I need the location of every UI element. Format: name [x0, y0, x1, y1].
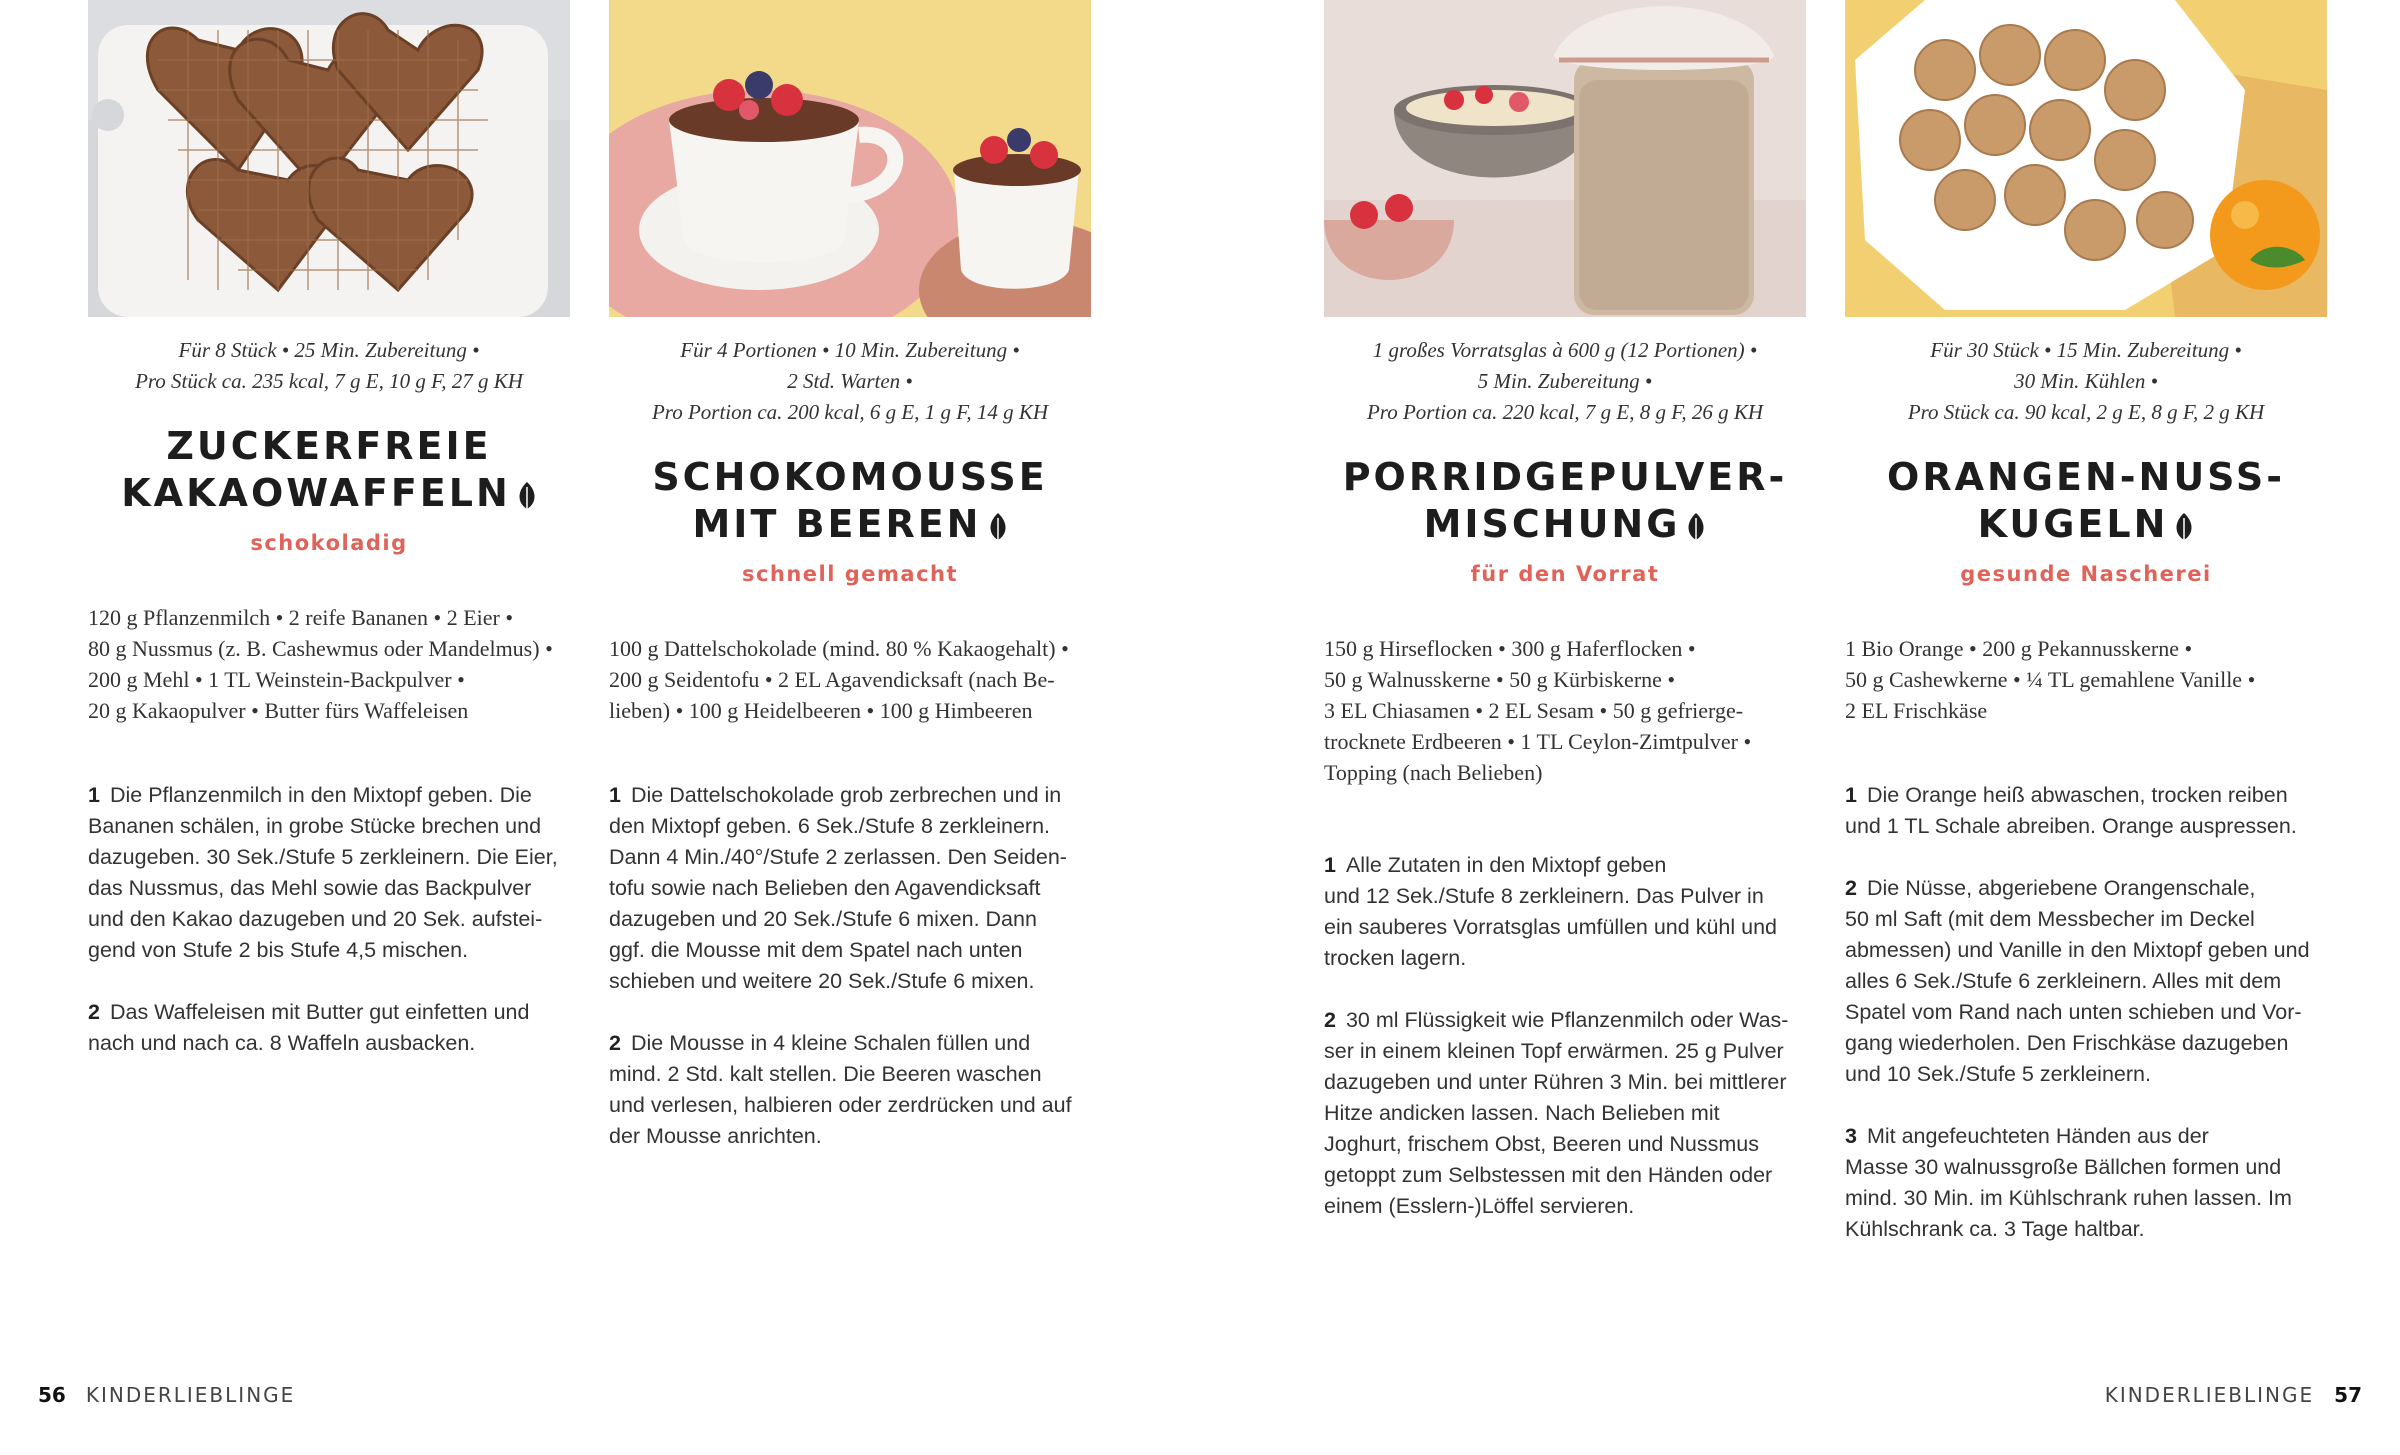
recipe-step: 1 Die Dattelschokolade grob zerbrechen und in den Mixtopf geben. 6 Sek./Stufe 8 zerkleinern. Dann 4 Min./40°/Stufe 2 zerlassen. Den Seiden- tofu sowie nach Belieben den Agavendicksaft dazugeben und 20 Sek./Stufe 6 mixen. Dann ggf. die Mousse mit dem Spatel nach unten schieben und weitere 20 Sek./Stufe 6 mixen.	[609, 783, 1067, 993]
page-number: 57	[2334, 1383, 2362, 1407]
recipe-step: 3 Mit angefeuchteten Händen aus der Masse 30 walnussgroße Bällchen formen und mind. 30 Min. im Kühlschrank ruhen lassen. Im Kühlschrank ca. 3 Tage haltbar.	[1845, 1124, 2292, 1241]
leaf-icon	[1686, 512, 1706, 542]
section-label: KINDERLIEBLINGE	[2104, 1383, 2315, 1407]
recipe-photo	[609, 0, 1091, 317]
recipe-photo	[1324, 0, 1806, 317]
recipe-title: SCHOKOMOUSSE MIT BEEREN	[652, 455, 1048, 546]
step-number: 2	[1845, 876, 1857, 900]
nut-balls-photo-illustration	[1845, 0, 2327, 317]
page-footer-left	[38, 1383, 295, 1407]
mousse-photo-illustration	[609, 0, 1091, 317]
recipe-title: ZUCKERFREIE KAKAOWAFFELN	[88, 423, 570, 517]
section-label: KINDERLIEBLINGE	[85, 1383, 296, 1407]
recipe-photo	[88, 0, 570, 317]
ingredient-list: 120 g Pflanzenmilch • 2 reife Bananen • 2 Eier • 80 g Nussmus (z. B. Cashewmus oder Mandelmus) • 200 g Mehl • 1 TL Weinstein-Backpulver • 20 g Kakaopulver • Butter fürs Waffeleisen	[88, 605, 553, 723]
step-number: 1	[609, 783, 621, 807]
recipe-card	[1845, 0, 2327, 1245]
recipe-card	[1324, 0, 1806, 1222]
recipe-photo	[1845, 0, 2327, 317]
step-number: 2	[1324, 1008, 1336, 1032]
recipe-title: ORANGEN-NUSS- KUGELN	[1887, 455, 2285, 546]
recipe-subtitle: schnell gemacht	[741, 562, 959, 586]
recipe-step: 1 Die Orange heiß abwaschen, trocken reiben und 1 TL Schale abreiben. Orange auspressen.	[1845, 783, 2297, 838]
recipe-subtitle: schokoladig	[250, 531, 408, 555]
recipe-step: 2 Die Nüsse, abgeriebene Orangenschale, 50 ml Saft (mit dem Messbecher im Deckel abmessen) und Vanille in den Mixtopf geben und alles 6 Sek./Stufe 6 zerkleinern. Alles mit dem Spatel vom Rand nach unten schieben und Vor- gang wiederholen. Den Frischkäse dazugeben und 10 Sek./Stufe 5 zerkleinern.	[1845, 876, 2310, 1086]
recipe-meta: 1 großes Vorratsglas à 600 g (12 Portionen) • 5 Min. Zubereitung • Pro Portion ca. 220 kcal, 7 g E, 8 g F, 26 g KH	[1366, 338, 1764, 424]
recipe-step: 1 Alle Zutaten in den Mixtopf geben und 12 Sek./Stufe 8 zerkleinern. Das Pulver in ein sauberes Vorratsglas umfüllen und kühl und trocken lagern.	[1324, 853, 1777, 970]
recipe-title: PORRIDGEPULVER- MISCHUNG	[1342, 455, 1788, 546]
recipe-card	[609, 0, 1091, 1152]
leaf-icon	[517, 481, 537, 511]
step-number: 1	[1845, 783, 1857, 807]
ingredient-list: 100 g Dattelschokolade (mind. 80 % Kakaogehalt) • 200 g Seidentofu • 2 EL Agavendicksaft (nach Be- lieben) • 100 g Heidelbeeren • 100 g Himbeeren	[609, 636, 1069, 723]
step-number: 1	[88, 783, 100, 807]
step-number: 2	[88, 1000, 100, 1024]
recipe-meta: Für 8 Stück • 25 Min. Zubereitung • Pro Stück ca. 235 kcal, 7 g E, 10 g F, 27 g KH	[135, 338, 523, 393]
page-footer-right	[2105, 1383, 2362, 1407]
leaf-icon	[988, 512, 1008, 542]
recipe-subtitle: für den Vorrat	[1470, 562, 1660, 586]
recipe-meta: Für 30 Stück • 15 Min. Zubereitung • 30 Min. Kühlen • Pro Stück ca. 90 kcal, 2 g E, 8 g F, 2 g KH	[1907, 338, 2265, 424]
step-number: 3	[1845, 1124, 1857, 1148]
ingredient-list: 150 g Hirseflocken • 300 g Haferflocken • 50 g Walnusskerne • 50 g Kürbiskerne • 3 EL Chiasamen • 2 EL Sesam • 50 g gefrierge- trocknete Erdbeeren • 1 TL Ceylon-Zimtpulver • Topping (nach Belieben)	[1324, 636, 1752, 785]
recipe-step: 1 Die Pflanzenmilch in den Mixtopf geben. Die Bananen schälen, in grobe Stücke brechen und dazugeben. 30 Sek./Stufe 5 zerkleinern. Die Eier, das Nussmus, das Mehl sowie das Backpulver und den Kakao dazugeben und 20 Sek. aufstei- gend von Stufe 2 bis Stufe 4,5 mischen.	[88, 783, 558, 962]
step-number: 1	[1324, 853, 1336, 877]
recipe-step: 2 Das Waffeleisen mit Butter gut einfetten und nach und nach ca. 8 Waffeln ausbacken.	[88, 1000, 530, 1055]
porridge-photo-illustration	[1324, 0, 1806, 317]
recipe-subtitle: gesunde Nascherei	[1960, 562, 2212, 586]
recipe-meta: Für 4 Portionen • 10 Min. Zubereitung • 2 Std. Warten • Pro Portion ca. 200 kcal, 6 g E, 1 g F, 14 g KH	[651, 338, 1049, 424]
recipe-card	[88, 0, 570, 1059]
waffle-photo-illustration	[88, 0, 570, 317]
step-number: 2	[609, 1031, 621, 1055]
leaf-icon	[2174, 512, 2194, 542]
recipe-step: 2 30 ml Flüssigkeit wie Pflanzenmilch oder Was- ser in einem kleinen Topf erwärmen. 25 g Pulver dazugeben und unter Rühren 3 Min. bei mittlerer Hitze andicken lassen. Nach Belieben mit Joghurt, frischem Obst, Beeren und Nussmus getoppt zum Selbstessen mit den Händen oder einem (Esslern-)Löffel servieren.	[1324, 1008, 1789, 1218]
page-number: 56	[38, 1383, 66, 1407]
ingredient-list: 1 Bio Orange • 200 g Pekannusskerne • 50 g Cashewkerne • ¼ TL gemahlene Vanille • 2 EL Frischkäse	[1845, 636, 2256, 723]
recipe-step: 2 Die Mousse in 4 kleine Schalen füllen und mind. 2 Std. kalt stellen. Die Beeren waschen und verlesen, halbieren oder zerdrücken und auf der Mousse anrichten.	[609, 1031, 1072, 1148]
